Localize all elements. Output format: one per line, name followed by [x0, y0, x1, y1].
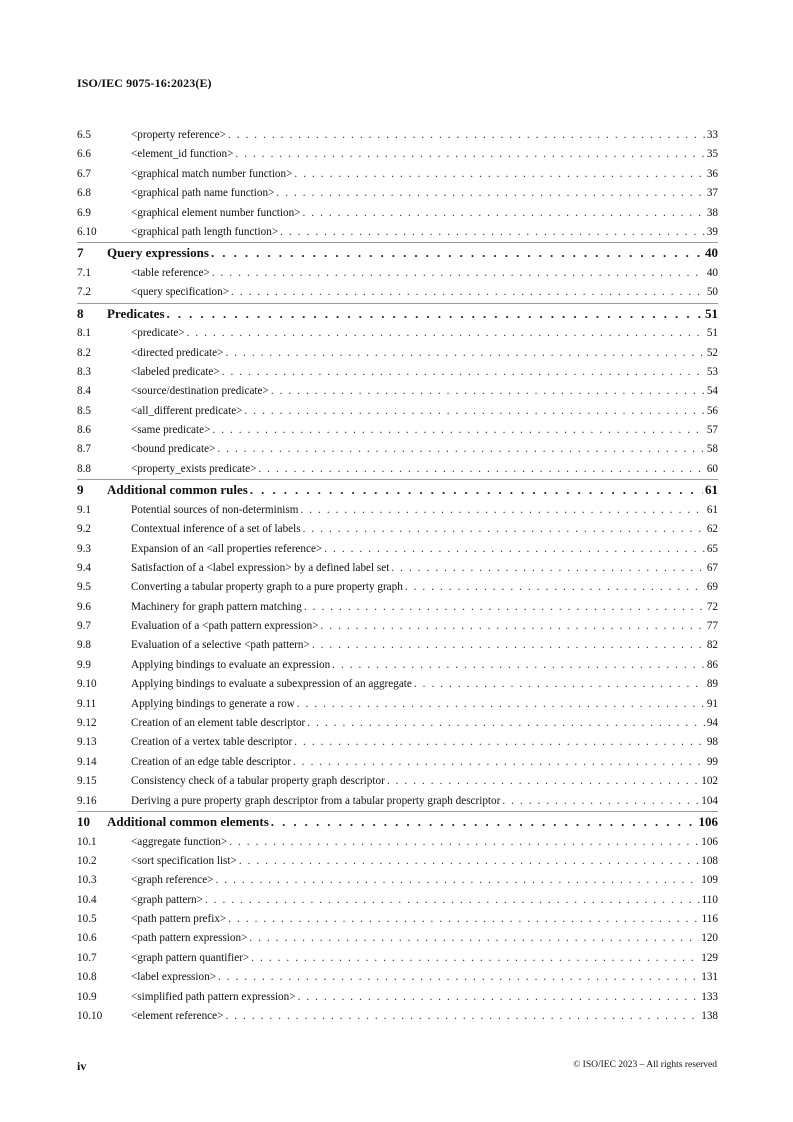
toc-entry-row[interactable] [77, 910, 718, 929]
toc-entry-page[interactable]: 102 [701, 775, 718, 788]
toc-leader-dots [307, 714, 705, 733]
toc-entry-page[interactable]: 67 [706, 561, 718, 574]
toc-entry-title[interactable]: Creation of an edge table descriptor [131, 755, 291, 768]
toc-entry-page[interactable]: 98 [706, 736, 718, 749]
toc-entry-number: 9.11 [77, 697, 97, 710]
toc-entry-row[interactable] [77, 733, 718, 752]
document-header-id: ISO/IEC 9075-16:2023(E) [77, 76, 212, 90]
toc-entry-number: 8 [77, 305, 84, 321]
toc-entry-page[interactable]: 60 [706, 462, 718, 475]
toc-entry-row[interactable] [77, 382, 718, 401]
toc-leader-dots [294, 733, 705, 752]
toc-entry-title[interactable]: <element reference> [131, 1010, 224, 1023]
toc-entry-row[interactable] [77, 598, 718, 617]
toc-entry-number: 10.6 [77, 932, 97, 945]
toc-entry-row[interactable] [77, 344, 718, 363]
toc-entry-page[interactable]: 35 [706, 148, 718, 161]
toc-leader-dots [222, 363, 705, 382]
toc-entry-title[interactable]: Satisfaction of a <label expression> by a defined label set [131, 561, 390, 574]
toc-entry-number: 6.8 [77, 187, 91, 200]
toc-entry-row[interactable] [77, 753, 718, 772]
toc-entry-row[interactable] [77, 460, 718, 479]
toc-leader-dots [271, 812, 697, 833]
toc-entry-page[interactable]: 40 [706, 266, 718, 279]
toc-entry-number: 10 [77, 814, 90, 829]
toc-leader-dots [251, 949, 699, 968]
toc-leader-dots [250, 480, 703, 501]
toc-entry-row[interactable] [77, 891, 718, 910]
toc-entry-page[interactable]: 33 [706, 129, 718, 141]
toc-entry-title[interactable]: <labeled predicate> [131, 365, 220, 378]
toc-entry-page[interactable]: 62 [706, 523, 718, 536]
toc-entry-row[interactable] [77, 636, 718, 655]
toc-entry-row[interactable] [77, 501, 718, 520]
toc-leader-dots [303, 520, 705, 539]
toc-entry-title[interactable]: <all_different predicate> [131, 404, 243, 417]
toc-entry-number: 9.10 [77, 678, 97, 691]
toc-leader-dots [212, 421, 704, 440]
toc-entry-title[interactable]: <path pattern expression> [131, 932, 248, 945]
toc-entry-title[interactable]: <same predicate> [131, 424, 211, 437]
toc-entry-number: 9.2 [77, 523, 91, 536]
toc-clause-row[interactable] [77, 242, 718, 264]
toc-entry-number: 6.6 [77, 148, 91, 161]
toc-entry-row[interactable] [77, 324, 718, 343]
toc-entry-number: 10.9 [77, 990, 97, 1003]
toc-entry-number: 7 [77, 245, 84, 261]
toc-entry-title[interactable]: <graph pattern quantifier> [131, 951, 250, 964]
toc-entry-title[interactable]: Contextual inference of a set of labels [131, 523, 301, 536]
toc-entry-number: 6.10 [77, 225, 97, 238]
toc-leader-dots [211, 243, 703, 264]
toc-entry-row[interactable] [77, 204, 718, 223]
toc-leader-dots [298, 988, 700, 1007]
toc-entry-title[interactable]: Applying bindings to evaluate an expression [131, 658, 331, 671]
toc-entry-row[interactable] [77, 714, 718, 733]
toc-leader-dots [239, 852, 699, 871]
toc-entry-row[interactable] [77, 559, 718, 578]
toc-leader-dots [300, 501, 704, 520]
toc-entry-row[interactable] [77, 402, 718, 421]
toc-entry-title[interactable]: <predicate> [131, 327, 185, 340]
toc-entry-title[interactable]: <element_id function> [131, 148, 234, 161]
toc-entry-row[interactable] [77, 833, 718, 852]
toc-leader-dots [502, 792, 699, 811]
toc-entry-number: 8.1 [77, 327, 91, 340]
toc-entry-row[interactable] [77, 223, 718, 242]
toc-entry-title[interactable]: Converting a tabular property graph to a pure property graph [131, 581, 403, 594]
toc-leader-dots [218, 968, 699, 987]
toc-entry-page[interactable]: 57 [706, 424, 718, 437]
toc-entry-title[interactable]: <path pattern prefix> [131, 913, 227, 926]
toc-leader-dots [228, 126, 705, 145]
toc-leader-dots [228, 910, 699, 929]
toc-entry-page[interactable]: 94 [706, 717, 718, 730]
toc-entry-title[interactable]: Applying bindings to evaluate a subexpression of an aggregate [131, 678, 412, 691]
toc-entry-page[interactable]: 138 [701, 1010, 718, 1023]
toc-entry-page[interactable]: 82 [706, 639, 718, 652]
toc-entry-page[interactable]: 54 [706, 385, 718, 398]
toc-entry-row[interactable] [77, 968, 718, 987]
toc-entry-row[interactable] [77, 988, 718, 1007]
toc-entry-title[interactable]: <property reference> [131, 129, 226, 141]
toc-clause-row[interactable] [77, 479, 718, 501]
toc-entry-number: 10.8 [77, 971, 97, 984]
toc-entry-row[interactable] [77, 578, 718, 597]
toc-leader-dots [187, 324, 705, 343]
toc-leader-dots [258, 460, 704, 479]
toc-entry-number: 9.3 [77, 542, 91, 555]
toc-entry-number: 9.7 [77, 620, 91, 633]
toc-entry-page[interactable]: 99 [706, 755, 718, 768]
toc-entry-page[interactable]: 51 [705, 305, 718, 321]
toc-entry-title[interactable]: <property_exists predicate> [131, 462, 257, 475]
toc-entry-title[interactable]: <bound predicate> [131, 443, 216, 456]
toc-leader-dots [304, 598, 705, 617]
toc-leader-dots [391, 559, 704, 578]
toc-leader-dots [387, 772, 699, 791]
toc-entry-page[interactable]: 77 [706, 620, 718, 633]
toc-entry-page[interactable]: 50 [706, 286, 718, 299]
toc-entry-number: 9.12 [77, 717, 97, 730]
toc-entry-row[interactable] [77, 656, 718, 675]
toc-entry-title[interactable]: <label expression> [131, 971, 217, 984]
toc-entry-title[interactable]: <graphical element number function> [131, 206, 301, 219]
toc-entry-title[interactable]: <graphical path name function> [131, 187, 275, 200]
toc-entry-page[interactable]: 65 [706, 542, 718, 555]
toc-entry-row[interactable] [77, 145, 718, 164]
toc-entry-row[interactable] [77, 949, 718, 968]
toc-entry-number: 7.1 [77, 266, 91, 279]
toc-entry-number: 9 [77, 482, 84, 498]
toc-entry-row[interactable] [77, 264, 718, 283]
toc-entry-number: 10.4 [77, 893, 97, 906]
toc-entry-title[interactable]: <graphical match number function> [131, 167, 293, 180]
toc-entry-page[interactable]: 110 [701, 893, 718, 906]
toc-entry-title[interactable]: <directed predicate> [131, 346, 224, 359]
toc-leader-dots [229, 833, 699, 852]
toc-entry-title[interactable]: Predicates [107, 305, 165, 321]
toc-entry-page[interactable]: 120 [701, 932, 718, 945]
toc-entry-row[interactable] [77, 165, 718, 184]
toc-leader-dots [280, 223, 705, 242]
toc-entry-title[interactable]: Additional common rules [107, 482, 248, 498]
toc-entry-number: 9.16 [77, 794, 97, 807]
toc-entry-page[interactable]: 129 [701, 951, 718, 964]
toc-entry-page[interactable]: 52 [706, 346, 718, 359]
toc-leader-dots [225, 1007, 699, 1026]
toc-entry-page[interactable]: 61 [706, 503, 718, 516]
toc-entry-number: 7.2 [77, 286, 91, 299]
toc-entry-title[interactable]: Creation of an element table descriptor [131, 717, 306, 730]
toc-entry-number: 10.10 [77, 1010, 103, 1023]
toc-entry-number: 9.5 [77, 581, 91, 594]
toc-entry-number: 9.9 [77, 658, 91, 671]
toc-entry-title[interactable]: <graph reference> [131, 874, 214, 887]
toc-entry-number: 9.4 [77, 561, 91, 574]
toc-entry-title[interactable]: <table reference> [131, 266, 210, 279]
toc-entry-number: 9.14 [77, 755, 97, 768]
toc-entry-title[interactable]: Creation of a vertex table descriptor [131, 736, 293, 749]
toc-entry-row[interactable] [77, 1007, 718, 1026]
toc-entry-page[interactable]: 108 [701, 854, 718, 867]
toc-clause-row[interactable] [77, 303, 718, 325]
toc-entry-number: 9.15 [77, 775, 97, 788]
page-number: iv [77, 1059, 87, 1073]
toc-clause-row[interactable] [77, 811, 718, 833]
toc-entry-title[interactable]: <simplified path pattern expression> [131, 990, 296, 1003]
toc-leader-dots [405, 578, 705, 597]
toc-entry-row[interactable] [77, 184, 718, 203]
toc-entry-number: 9.13 [77, 736, 97, 749]
toc-entry-row[interactable] [77, 363, 718, 382]
toc-entry-number: 6.9 [77, 206, 91, 219]
toc-entry-page[interactable]: 61 [705, 482, 718, 498]
toc-entry-page[interactable]: 104 [701, 794, 718, 807]
toc-leader-dots [245, 402, 705, 421]
toc-entry-number: 8.6 [77, 424, 91, 437]
toc-entry-title[interactable]: <graph pattern> [131, 893, 203, 906]
toc-leader-dots [312, 636, 705, 655]
toc-entry-page[interactable]: 116 [701, 913, 718, 926]
toc-leader-dots [235, 145, 704, 164]
toc-entry-page[interactable]: 131 [701, 971, 718, 984]
toc-entry-number: 10.2 [77, 854, 97, 867]
toc-entry-number: 9.1 [77, 503, 91, 516]
toc-entry-number: 10.7 [77, 951, 97, 964]
toc-entry-title[interactable]: Potential sources of non-determinism [131, 503, 299, 516]
toc-entry-row[interactable] [77, 520, 718, 539]
toc-leader-dots [276, 184, 704, 203]
toc-entry-number: 9.6 [77, 600, 91, 613]
toc-entry-page[interactable]: 106 [698, 814, 718, 829]
toc-entry-page[interactable]: 133 [701, 990, 718, 1003]
toc-entry-page[interactable]: 51 [706, 327, 718, 340]
toc-entry-number: 8.5 [77, 404, 91, 417]
toc-leader-dots [414, 675, 705, 694]
toc-entry-row[interactable] [77, 792, 718, 811]
toc-entry-title[interactable]: <graphical path length function> [131, 225, 279, 238]
toc-entry-row[interactable] [77, 617, 718, 636]
toc-entry-row[interactable] [77, 283, 718, 302]
toc-entry-row[interactable] [77, 871, 718, 890]
toc-entry-page[interactable]: 69 [706, 581, 718, 594]
toc-entry-title[interactable]: <aggregate function> [131, 835, 228, 848]
toc-entry-page[interactable]: 36 [706, 167, 718, 180]
toc-entry-number: 10.5 [77, 913, 97, 926]
table-of-contents [77, 126, 718, 1026]
toc-leader-dots [231, 283, 705, 302]
toc-entry-page[interactable]: 39 [706, 225, 718, 238]
toc-leader-dots [294, 165, 704, 184]
toc-entry-title[interactable]: <sort specification list> [131, 854, 237, 867]
copyright-notice: © ISO/IEC 2023 – All rights reserved [573, 1060, 717, 1070]
toc-leader-dots [212, 264, 705, 283]
toc-entry-number: 8.3 [77, 365, 91, 378]
toc-entry-title[interactable]: Deriving a pure property graph descriptor from a tabular property graph descriptor [131, 794, 501, 807]
toc-entry-row[interactable] [77, 675, 718, 694]
toc-entry-title[interactable]: Applying bindings to generate a row [131, 697, 295, 710]
toc-entry-page[interactable]: 91 [706, 697, 718, 710]
toc-entry-row[interactable] [77, 540, 718, 559]
toc-entry-number: 10.1 [77, 835, 97, 848]
toc-entry-title[interactable]: Machinery for graph pattern matching [131, 600, 302, 613]
toc-entry-page[interactable]: 58 [706, 443, 718, 456]
toc-entry-title[interactable]: <query specification> [131, 286, 230, 299]
toc-leader-dots [205, 891, 700, 910]
toc-entry-title[interactable]: Consistency check of a tabular property graph descriptor [131, 775, 385, 788]
toc-entry-row[interactable] [77, 440, 718, 459]
toc-leader-dots [271, 382, 705, 401]
toc-entry-number: 6.5 [77, 129, 91, 141]
toc-entry-page[interactable]: 40 [705, 245, 718, 261]
toc-entry-page[interactable]: 89 [706, 678, 718, 691]
toc-entry-title[interactable]: Query expressions [107, 245, 209, 261]
toc-leader-dots [216, 871, 700, 890]
toc-entry-page[interactable]: 53 [706, 365, 718, 378]
toc-entry-number: 10.3 [77, 874, 97, 887]
toc-entry-row[interactable] [77, 852, 718, 871]
toc-entry-number: 8.8 [77, 462, 91, 475]
toc-entry-row[interactable] [77, 929, 718, 948]
toc-entry-number: 8.4 [77, 385, 91, 398]
toc-entry-row[interactable] [77, 126, 718, 145]
toc-leader-dots [321, 617, 705, 636]
toc-leader-dots [225, 344, 704, 363]
toc-entry-row[interactable] [77, 772, 718, 791]
toc-leader-dots [249, 929, 699, 948]
toc-entry-row[interactable] [77, 695, 718, 714]
toc-leader-dots [167, 304, 703, 325]
toc-entry-page[interactable]: 38 [706, 206, 718, 219]
toc-leader-dots [217, 440, 704, 459]
toc-entry-page[interactable]: 37 [706, 187, 718, 200]
toc-entry-page[interactable]: 56 [706, 404, 718, 417]
toc-leader-dots [324, 540, 705, 559]
toc-leader-dots [332, 656, 705, 675]
toc-entry-title[interactable]: Expansion of an <all properties reference> [131, 542, 323, 555]
toc-leader-dots [303, 204, 705, 223]
toc-entry-page[interactable]: 72 [706, 600, 718, 613]
toc-leader-dots [293, 753, 705, 772]
toc-entry-title[interactable]: Evaluation of a <path pattern expression> [131, 620, 319, 633]
toc-entry-number: 6.7 [77, 167, 91, 180]
toc-entry-page[interactable]: 106 [701, 835, 718, 848]
toc-entry-title[interactable]: <source/destination predicate> [131, 385, 269, 398]
toc-entry-page[interactable]: 109 [701, 874, 718, 887]
toc-entry-number: 9.8 [77, 639, 91, 652]
toc-entry-number: 8.2 [77, 346, 91, 359]
toc-entry-title[interactable]: Additional common elements [107, 814, 269, 829]
toc-entry-title[interactable]: Evaluation of a selective <path pattern> [131, 639, 310, 652]
toc-entry-row[interactable] [77, 421, 718, 440]
toc-entry-number: 8.7 [77, 443, 91, 456]
toc-entry-page[interactable]: 86 [706, 658, 718, 671]
toc-leader-dots [297, 695, 705, 714]
